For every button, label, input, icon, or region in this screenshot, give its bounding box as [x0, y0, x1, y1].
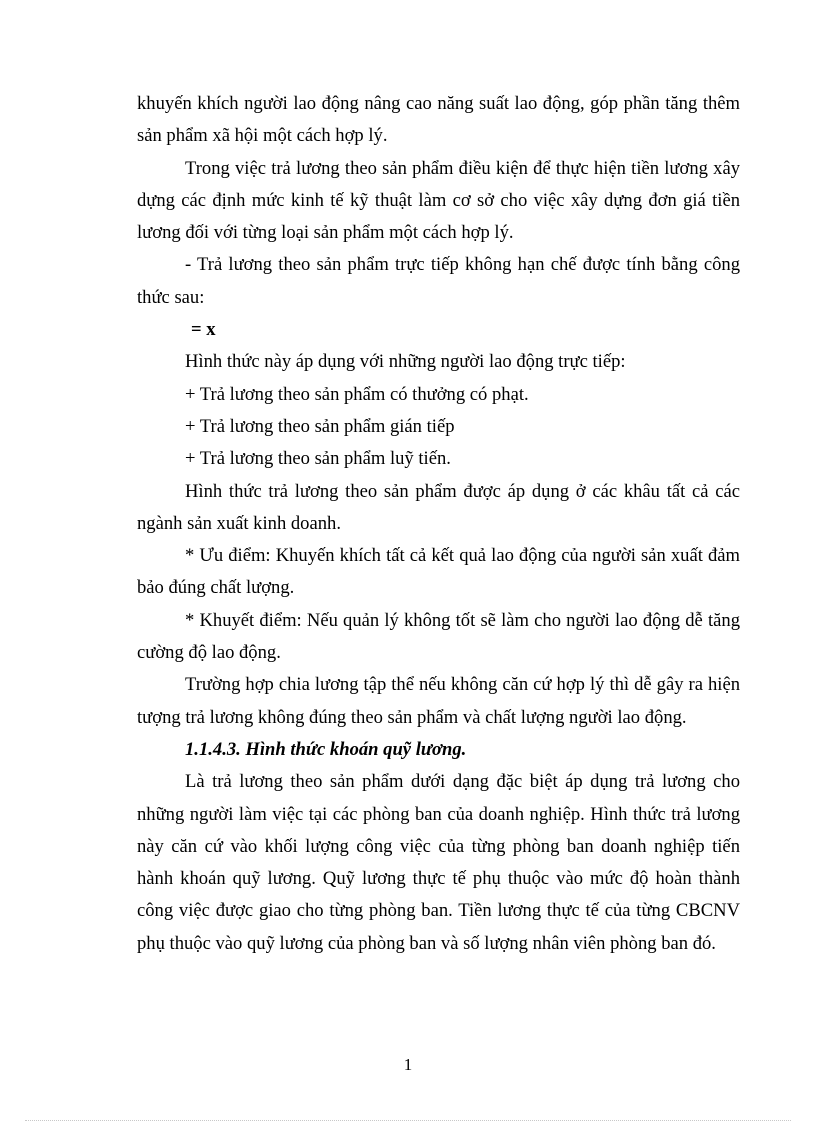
list-item-indirect: + Trả lương theo sản phẩm gián tiếp — [185, 415, 455, 437]
paragraph-advantages: * Ưu điểm: Khuyến khích tất cả kết quả lao động của người sản xuất đảm bảo đúng chất lượng. — [137, 545, 740, 599]
body-text — [137, 88, 740, 960]
paragraph-collective-pay: Trường hợp chia lương tập thể nếu không căn cứ hợp lý thì dễ gây ra hiện tượng trả lương không đúng theo sản phẩm và chất lượng người lao động. — [137, 674, 740, 728]
paragraph-wage-fund: Là trả lương theo sản phẩm dưới dạng đặc biệt áp dụng trả lương cho những người làm việc tại các phòng ban của doanh nghiệp. Hình thức trả lương này căn cứ vào khối lượng công việc của từng phòng ban doanh nghiệp tiến hành khoán quỹ lương. Quỹ lương thực tế phụ thuộc vào mức độ hoàn thành công việc được giao cho từng phòng ban. Tiền lương thực tế của từng CBCNV phụ thuộc vào quỹ lương của phòng ban và số lượng nhân viên phòng ban đó. — [137, 771, 740, 954]
page-number: 1 — [403, 1055, 413, 1074]
list-item-progressive: + Trả lương theo sản phẩm luỹ tiến. — [185, 448, 451, 470]
paragraph-disadvantages: * Khuyết điểm: Nếu quản lý không tốt sẽ làm cho người lao động dễ tăng cường độ lao động. — [137, 609, 740, 664]
paragraph-application-scope: Hình thức trả lương theo sản phẩm được áp dụng ở các khâu tất cả các ngành sản xuất kinh doanh. — [137, 480, 740, 534]
list-item-bonus-penalty: + Trả lương theo sản phẩm có thưởng có phạt. — [185, 383, 529, 405]
section-heading: 1.1.4.3. Hình thức khoán quỹ lương. — [185, 738, 467, 760]
paragraph-direct-piece-rate: - Trả lương theo sản phẩm trực tiếp không hạn chế được tính bằng công thức sau: — [137, 254, 740, 308]
paragraph-piece-rate-conditions: Trong việc trả lương theo sản phẩm điều kiện để thực hiện tiền lương xây dựng các định mức kinh tế kỹ thuật làm cơ sở cho việc xây dựng đơn giá tiền lương đối với từng loại sản phẩm một cách hợp lý. — [137, 157, 740, 244]
paragraph-applies-to: Hình thức này áp dụng với những người lao động trực tiếp: — [185, 351, 626, 373]
page-bottom-rule — [25, 1120, 791, 1121]
formula: = x — [191, 319, 216, 341]
paragraph-continuation: khuyến khích người lao động nâng cao năng suất lao động, góp phần tăng thêm sản phẩm xã hội một cách hợp lý. — [137, 93, 740, 147]
